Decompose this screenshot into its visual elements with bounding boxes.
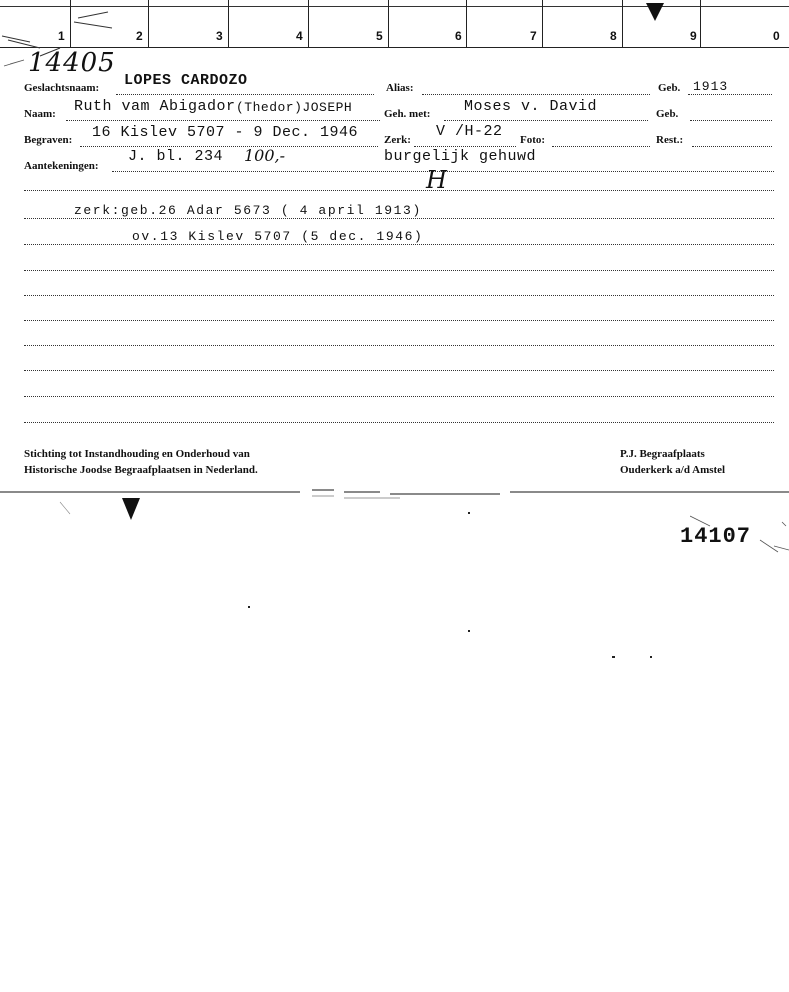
ruler-number: 3	[216, 29, 223, 43]
note-line	[24, 422, 774, 423]
ruler-divider	[308, 0, 309, 48]
photo-label: Foto:	[520, 134, 546, 146]
note-line	[24, 295, 774, 296]
footer-cemetery	[620, 446, 725, 478]
name-value-parenthetical: (Thedor)JOSEPH	[236, 100, 353, 115]
notes-handwritten-amount: 100,-	[244, 146, 286, 165]
scan-speck	[650, 656, 652, 658]
name-label: Naam:	[24, 108, 56, 120]
ruler-divider	[228, 0, 229, 48]
surname-value: LOPES CARDOZO	[124, 72, 248, 89]
note-line	[24, 396, 774, 397]
ruler-top-line	[0, 6, 789, 7]
surname-line	[116, 94, 374, 95]
ruler-number: 2	[136, 29, 143, 43]
buried-line	[80, 146, 378, 147]
married-birth-label: Geb.	[656, 108, 679, 120]
birth-label: Geb.	[658, 82, 681, 94]
ruler-divider	[466, 0, 467, 48]
note-line	[24, 345, 774, 346]
name-line	[66, 120, 380, 121]
ruler-divider	[700, 0, 701, 48]
grave-value: V /H-22	[436, 123, 503, 140]
surname-label: Geslachtsnaam:	[24, 82, 100, 94]
name-value: Ruth vam Abigador	[74, 98, 236, 115]
note-line	[24, 320, 774, 321]
married-birth-line	[690, 120, 772, 121]
scan-speck	[468, 630, 470, 632]
buried-value: 16 Kislev 5707 - 9 Dec. 1946	[92, 124, 359, 141]
buried-label: Begraven:	[24, 134, 73, 146]
footer-left-line-2: Historische Joodse Begraafplaatsen in Nederland.	[24, 464, 258, 476]
married-value: Moses v. David	[464, 98, 598, 115]
note-line	[24, 270, 774, 271]
handwritten-record-number: 14405	[28, 48, 116, 78]
ruler-number: 0	[773, 29, 780, 43]
photo-line	[552, 146, 650, 147]
ruler-number: 5	[376, 29, 383, 43]
ruler-number: 8	[610, 29, 617, 43]
married-label: Geh. met:	[384, 108, 431, 120]
footer-right-line-2: Ouderkerk a/d Amstel	[620, 464, 726, 476]
ruler-number: 6	[455, 29, 462, 43]
index-marker-bottom-icon	[122, 498, 140, 520]
index-marker-icon	[646, 3, 664, 21]
footer-foundation	[24, 446, 258, 478]
card-bottom-edge	[0, 486, 789, 516]
notes-label: Aantekeningen:	[24, 160, 99, 172]
ruler-divider	[388, 0, 389, 48]
ruler-divider	[542, 0, 543, 48]
rest-label: Rest.:	[656, 134, 684, 146]
note-text-line-2: ov.13 Kislev 5707 (5 dec. 1946)	[132, 229, 424, 244]
scan-speck	[612, 656, 615, 658]
scan-speck	[468, 512, 470, 514]
married-line	[444, 120, 648, 121]
handwritten-letter: H	[426, 166, 447, 194]
birth-value: 1913	[693, 79, 729, 94]
note-text-line-1: zerk:geb.26 Adar 5673 ( 4 april 1913)	[74, 203, 422, 218]
ruler-number: 1	[58, 29, 65, 43]
birth-line	[688, 94, 772, 95]
grave-line	[414, 146, 516, 147]
alias-line	[422, 94, 650, 95]
ruler-number: 4	[296, 29, 303, 43]
footer-left-line-1: Stichting tot Instandhouding en Onderhoud van	[24, 448, 250, 460]
ruler-number: 7	[530, 29, 537, 43]
notes-value: J. bl. 234	[128, 148, 224, 165]
ruler-divider	[622, 0, 623, 48]
notes-value-2: burgelijk gehuwd	[384, 148, 537, 165]
ruler-divider	[148, 0, 149, 48]
card-number-scribble	[690, 512, 789, 562]
scan-speck	[248, 606, 250, 608]
note-line	[24, 370, 774, 371]
note-line	[24, 218, 774, 219]
note-line	[24, 244, 774, 245]
note-line	[24, 190, 774, 191]
footer-right-line-1: P.J. Begraafplaats	[620, 448, 705, 460]
rest-line	[692, 146, 772, 147]
card-number: 14107	[680, 524, 752, 549]
grave-label: Zerk:	[384, 134, 411, 146]
alias-label: Alias:	[386, 82, 414, 94]
ruler-number: 9	[690, 29, 697, 43]
